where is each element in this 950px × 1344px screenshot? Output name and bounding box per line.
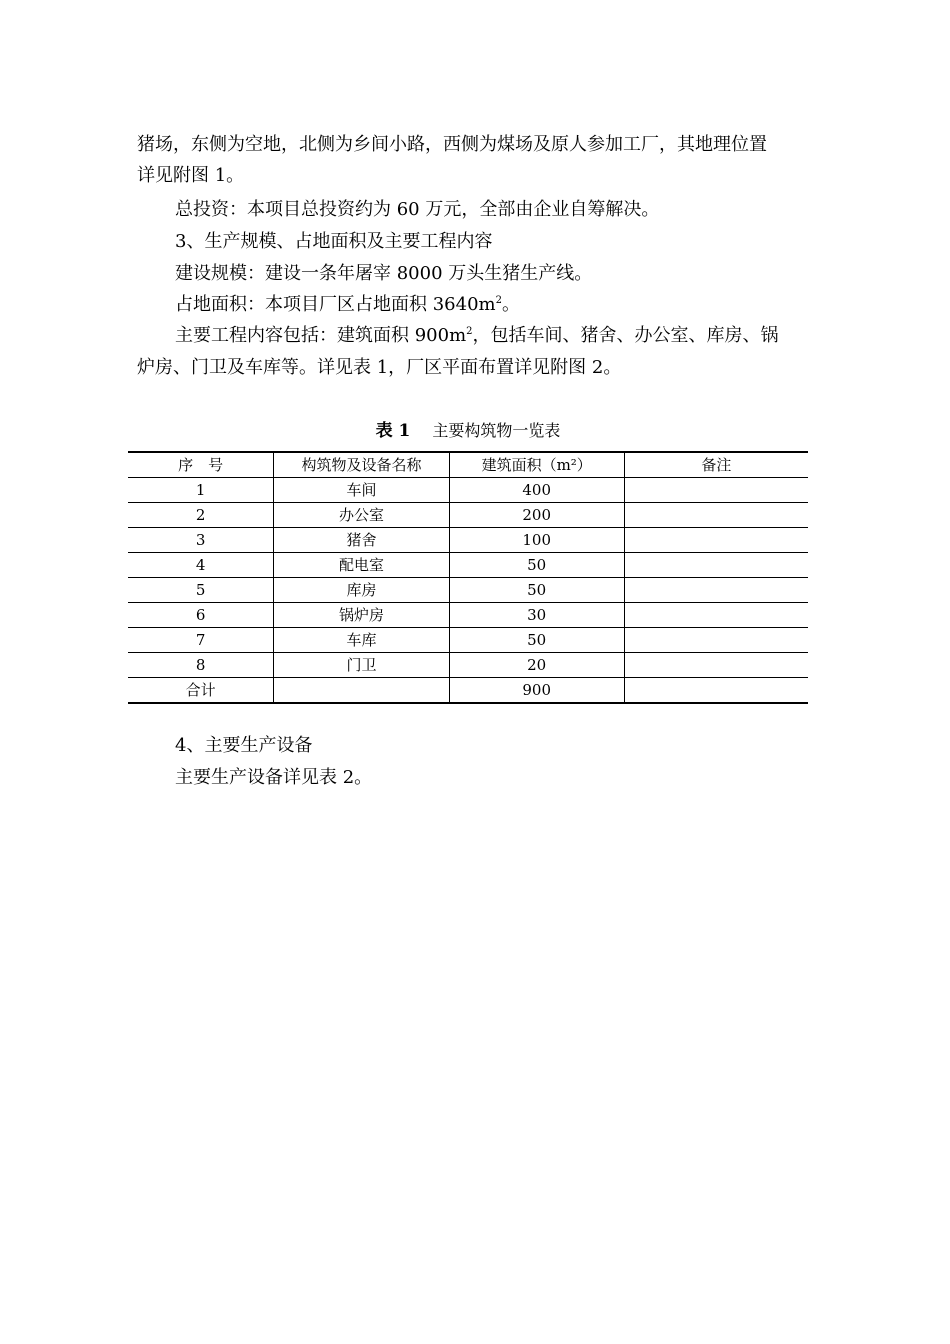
header-area: 建筑面积（m²） [449,452,624,478]
cell-total-label: 合计 [128,678,274,704]
cell-remarks [624,578,808,603]
cell-name: 门卫 [274,653,449,678]
cell-remarks [624,628,808,653]
cell-index: 1 [128,478,274,503]
paragraph-text-end: 。 [501,294,520,315]
cell-remarks [624,478,808,503]
paragraph-text: 主要工程内容包括：建筑面积 900m [175,325,467,346]
paragraph-area [175,294,520,316]
cell-name: 配电室 [274,553,449,578]
section-heading-4 [175,735,312,757]
cell-index: 2 [128,503,274,528]
table-header-row [128,452,808,478]
paragraph-location-line1 [137,134,814,156]
table-caption-label: 表 1 [375,421,411,441]
superscript: 2 [466,326,473,337]
cell-index: 3 [128,528,274,553]
cell-name: 锅炉房 [274,603,449,628]
cell-name: 办公室 [274,503,449,528]
table-row [128,578,808,603]
paragraph-text: 炉房、门卫及车库等。详见表 1，厂区平面布置详见附图 2。 [137,357,622,378]
cell-index: 6 [128,603,274,628]
paragraph-text: 总投资：本项目总投资约为 60 万元，全部由企业自筹解决。 [175,199,660,220]
table-row [128,553,808,578]
table-row [128,478,808,503]
paragraph-text: 详见附图 1。 [137,165,245,186]
cell-remarks [624,553,808,578]
cell-name: 车库 [274,628,449,653]
cell-area: 50 [449,553,624,578]
heading-text: 4、主要生产设备 [175,735,313,756]
table-row [128,503,808,528]
cell-index: 8 [128,653,274,678]
header-remarks: 备注 [624,452,808,478]
table-row [128,528,808,553]
cell-remarks [624,528,808,553]
header-name: 构筑物及设备名称 [274,452,449,478]
cell-remarks [624,503,808,528]
cell-area: 400 [449,478,624,503]
paragraph-investment [175,199,659,221]
cell-remarks [624,603,808,628]
paragraph-text-cont: ，包括车间、猪舍、办公室、库房、锅 [472,325,779,346]
table-caption [128,420,808,442]
table-total-row [128,678,808,704]
cell-name: 猪舍 [274,528,449,553]
cell-index: 7 [128,628,274,653]
table-row [128,628,808,653]
cell-area: 50 [449,628,624,653]
cell-area: 200 [449,503,624,528]
cell-area: 50 [449,578,624,603]
table-row [128,603,808,628]
structures-table [128,451,808,704]
cell-name: 库房 [274,578,449,603]
paragraph-scale [175,263,592,285]
paragraph-text: 占地面积：本项目厂区占地面积 3640m [175,294,496,315]
heading-text: 3、生产规模、占地面积及主要工程内容 [175,231,493,252]
header-index: 序 号 [128,452,274,478]
cell-total-remarks [624,678,808,704]
paragraph-location-line2 [137,165,244,187]
paragraph-text: 建设规模：建设一条年屠宰 8000 万头生猪生产线。 [175,263,593,284]
cell-area: 100 [449,528,624,553]
paragraph-equipment [175,767,372,789]
superscript: 2 [495,295,502,306]
section-heading-3 [175,231,492,253]
cell-name: 车间 [274,478,449,503]
paragraph-text: 猪场，东侧为空地，北侧为乡间小路，西侧为煤场及原人参加工厂，其地理位置 [137,134,767,155]
cell-index: 4 [128,553,274,578]
table-row [128,653,808,678]
paragraph-works-line1 [175,325,779,347]
paragraph-works-line2 [137,357,621,379]
table-caption-title: 主要构筑物一览表 [432,421,561,440]
cell-area: 30 [449,603,624,628]
cell-total-area: 900 [449,678,624,704]
paragraph-text: 主要生产设备详见表 2。 [175,767,373,788]
cell-area: 20 [449,653,624,678]
cell-total-name [274,678,449,704]
cell-index: 5 [128,578,274,603]
cell-remarks [624,653,808,678]
